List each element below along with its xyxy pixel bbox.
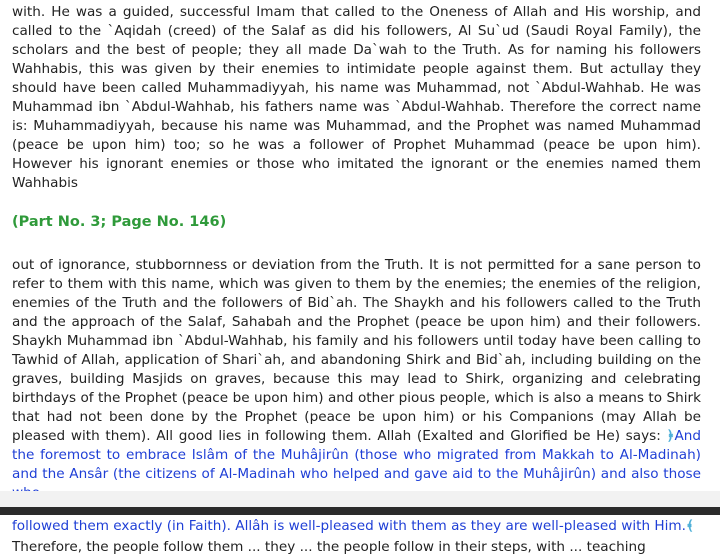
quote-open-mark: ﴿ <box>666 428 675 444</box>
body-paragraph-cutoff: Therefore, the people follow them ... they ... the people follow in their steps, with ... teaching <box>12 539 646 555</box>
page-heading: (Part No. 3; Page No. 146) <box>12 214 227 230</box>
quran-quote: followed them exactly (in Faith). Allâh is well-pleased with them as they are well-pleased with Him. <box>12 518 686 534</box>
page-divider-bar <box>0 507 720 515</box>
paragraph-text: out of ignorance, stubbornness or deviation from the Truth. It is not permitted for a sane person to refer to them with this name, which was given to them by the enemies; the enemies of the religion, enemies of the Truth and the followers of Bid`ah. The Shaykh and his followers called to the Truth and the approach of the Salaf, Sahabah and the Prophet (peace be upon him) and their followers. Shaykh Muhammad ibn `Abdul-Wahhab, his family and his followers until today have been calling to Tawhid of Allah, application of Shari`ah, and abandoning Shirk and Bid`ah, including building on the graves, building Masjids on graves, because this may lead to Shirk, organizing and celebrating birthdays of the Prophet (peace be upon him) and other pious people, which is also a means to Shirk that had not been done by the Prophet (peace be upon him) or his Companions (may Allah be pleased with them). All good lies in following them. Allah (Exalted and Glorified be He) says: <box>12 257 701 444</box>
quran-quote: And the foremost to embrace Islâm of the Muhâjirûn (those who migrated from Makkah to Al-Madinah) and the Ansâr (the citizens of Al-Madinah who helped and gave aid to the Muhâjirûn) and also those <box>12 428 701 482</box>
body-paragraph: with. He was a guided, successful Imam that called to the Oneness of Allah and His worship, and called to the `Aqidah (creed) of the Salaf as did his followers, Al Su`ud (Saudi Royal Family), the scholars and the best of people; they all made Da`wah to the Truth. As for naming his followers Wahhabis, this was given by their enemies to intimidate people against them. But actullay they should have been called Muhammadiyyah, his name was Muhammad, not `Abdul-Wahhab. He was Muhammad ibn `Abdul-Wahhab, his fathers name was `Abdul-Wahhab. Therefore the correct name is: Muhammadiyyah, because his name was Muhammad, and the Prophet was named Muhammad (peace be upon him) too; so he was a follower of Prophet Muhammad (peace be upon him). However his ignorant enemies or those who imitated the ignorant or the enemies named them Wahhabis <box>12 4 701 191</box>
body-paragraph <box>12 517 712 536</box>
body-paragraph <box>12 256 701 503</box>
quote-close-mark: ﴾ <box>685 518 694 534</box>
